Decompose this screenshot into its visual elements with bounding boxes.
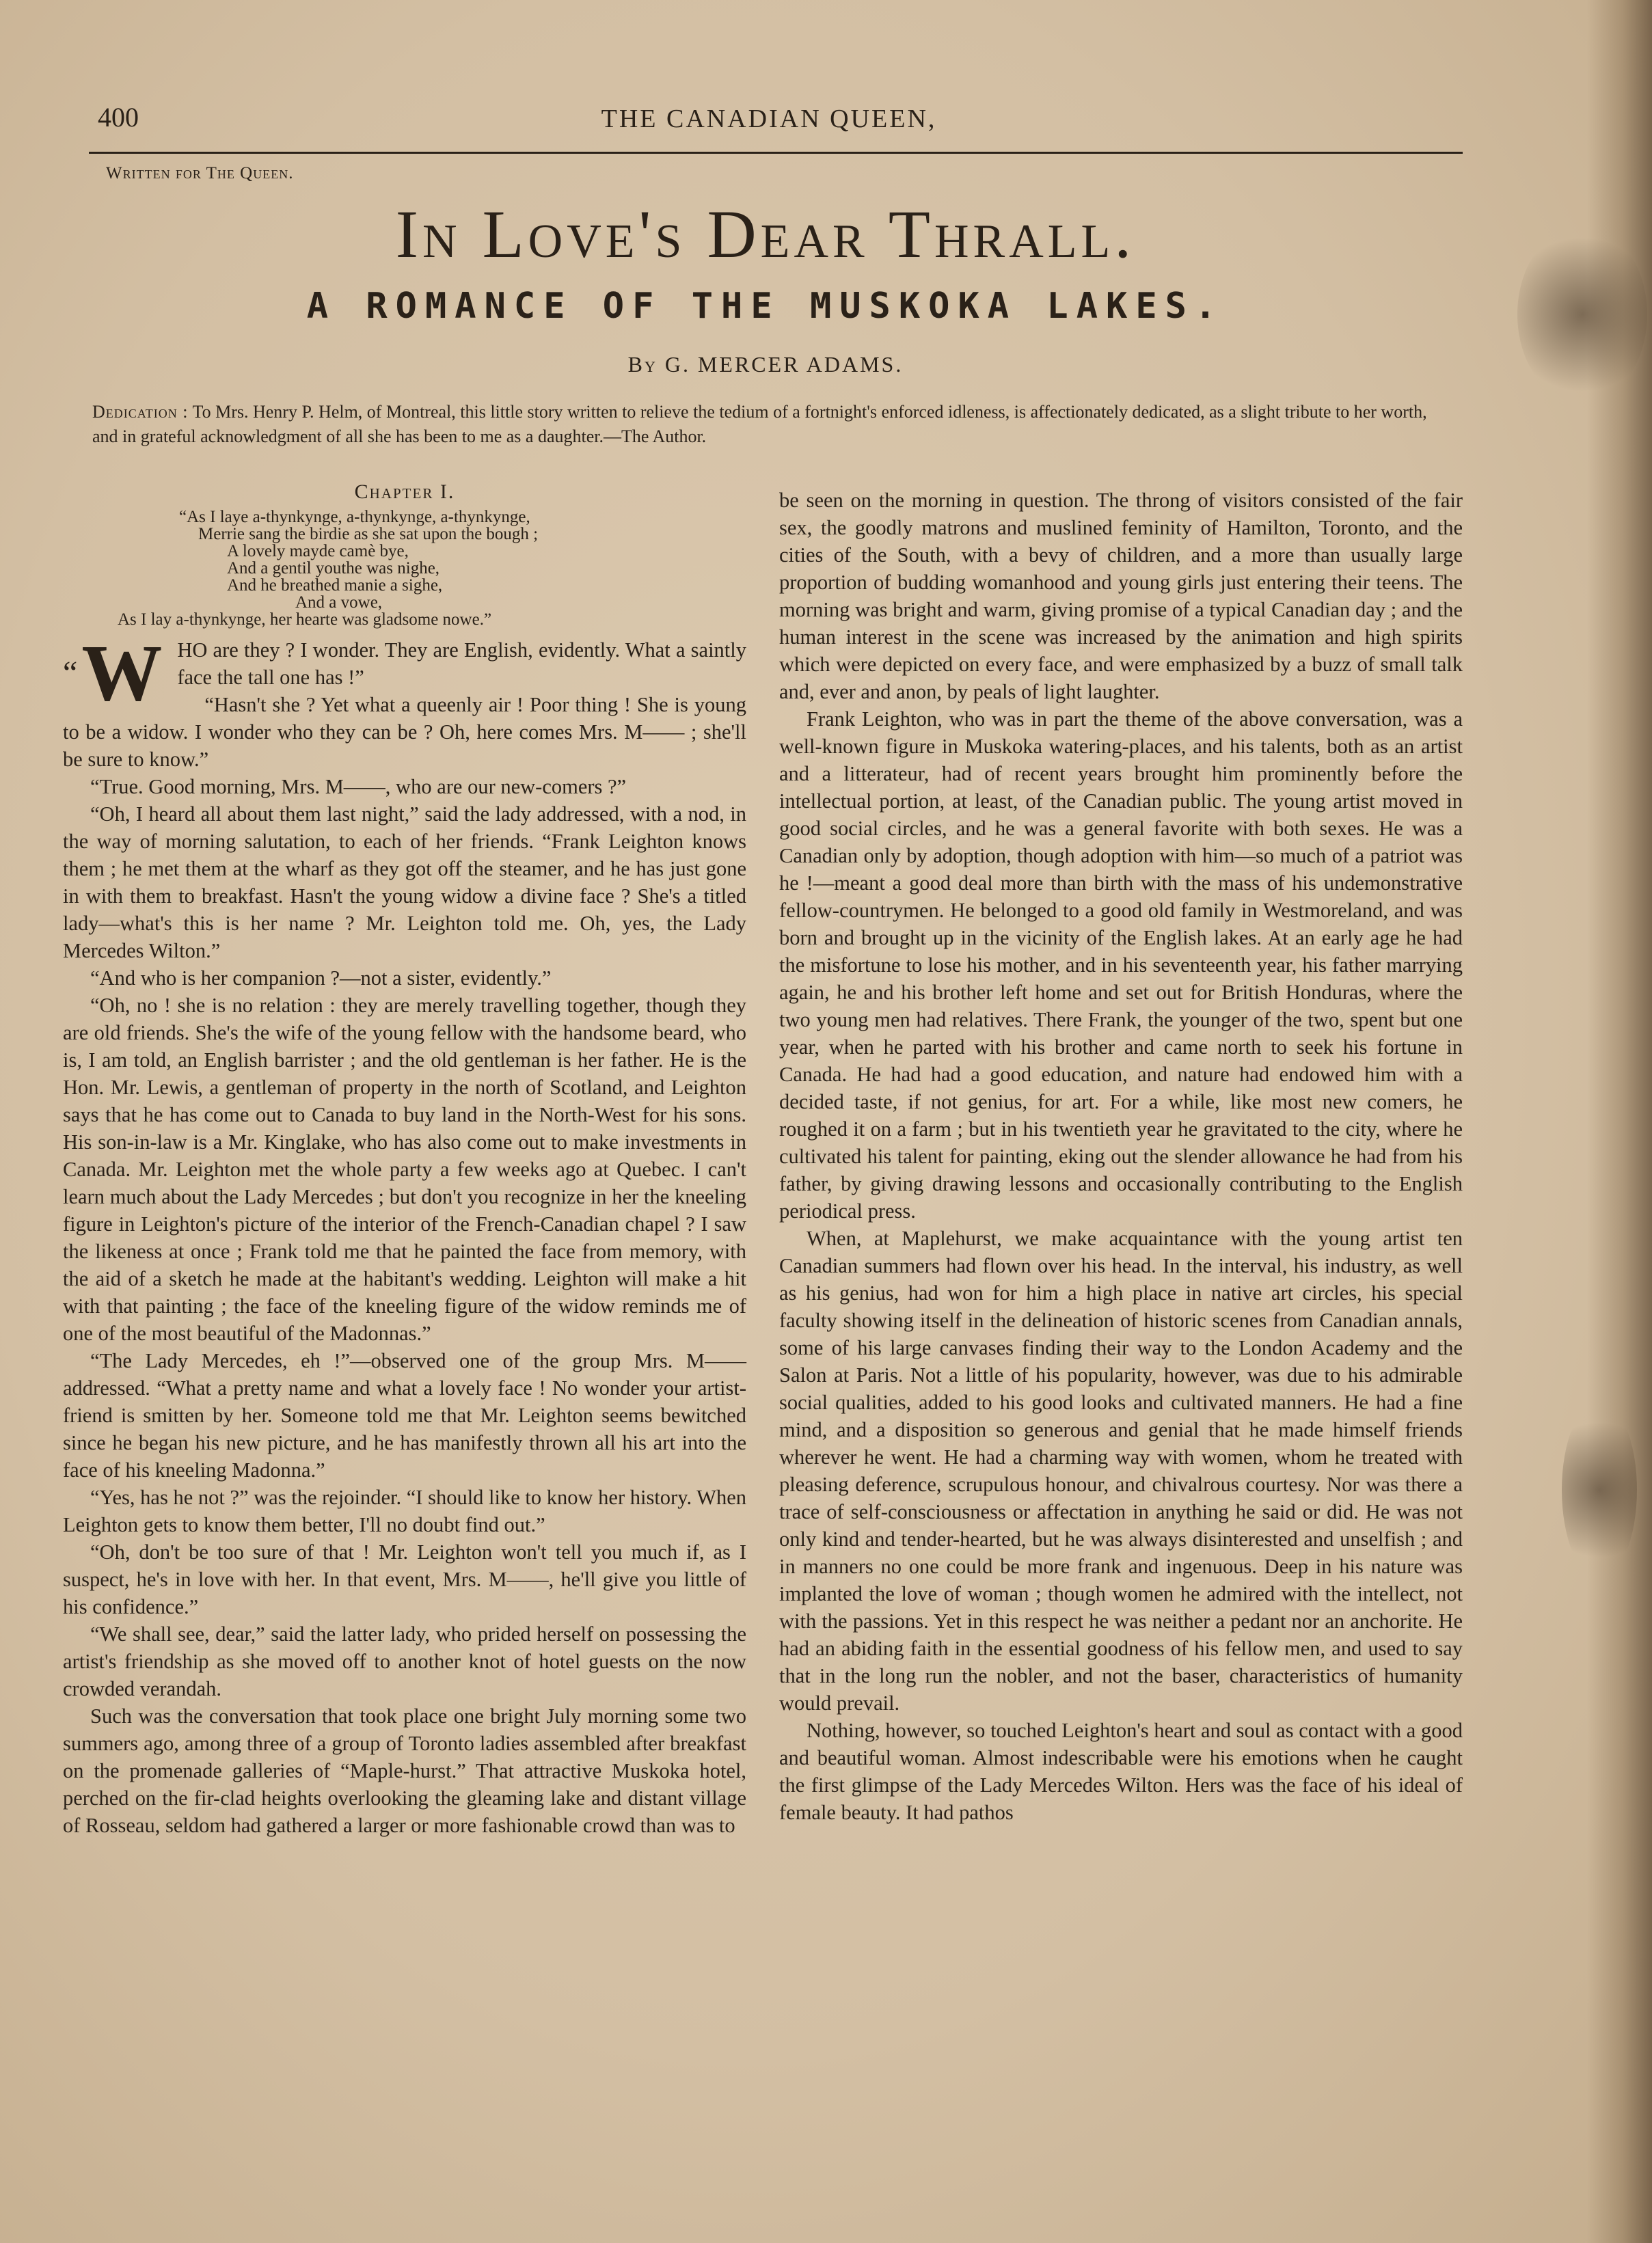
paragraph: “True. Good morning, Mrs. M——, who are our new-comers ?” bbox=[90, 775, 627, 798]
paragraph: “Hasn't she ? Yet what a queenly air ! Poor thing ! She is young to be a widow. I wonder who they can be ? Oh, here comes Mrs. M—— ; she'll be sure to know.” bbox=[63, 693, 746, 771]
paragraph: “Oh, don't be too sure of that ! Mr. Leighton won't tell you much if, as I suspect, he's in love with her. In that event, Mrs. M——, he'll give you little of his confidence.” bbox=[63, 1540, 746, 1618]
dedication bbox=[92, 400, 1452, 449]
paragraph: “We shall see, dear,” said the latter lady, who prided herself on possessing the artist's friendship as she moved off to another knot of hotel guests on the now crowded verandah. bbox=[63, 1622, 746, 1700]
chapter-heading: Chapter I. bbox=[354, 480, 455, 503]
paragraph: “W HO are they ? I wonder. They are English, evidently. What a saintly face the tall one has !” bbox=[63, 628, 746, 718]
paragraph: When, at Maplehurst, we make acquaintance with the young artist ten Canadian summers had flown over his head. In the interval, his industry, as well as his genius, had won for him a high place in native art circles, his special faculty showing itself in the delineation of historic scenes from Canadian annals, some of his large canvases finding their way to the London Academy and the Salon at Paris. Not a little of his popularity, however, was due to his admirable social qualities, added to his good looks and cultivated manners. He had a fine mind, and a disposition so generous and genial that he made himself friends wherever he went. He had a charming way with women, whom he treated with pleasing deference, scrupulous honour, and chivalrous courtesy. Nor was there a trace of self-consciousness or affectation in anything he said or did. He was not only kind and tender-hearted, but he was always disinterested and unselfish ; and in manners no one could be more frank and ingenuous. Deep in his nature was implanted the love of woman ; though women he admired with the intellect, not with the passions. Yet in this respect he was neither a pedant nor an anchorite. He had an abiding faith in the essential goodness of his fellow men, and used to say that in the long run the nobler, and not the baser, characteristics of humanity would prevail. bbox=[779, 1227, 1463, 1715]
page-header bbox=[85, 96, 1452, 144]
dedication-label: Dedication : bbox=[92, 402, 189, 422]
paragraph: “Oh, no ! she is no relation : they are merely travelling together, though they are old friends. She's the wife of the young fellow with the handsome beard, who is, I am told, an English barrister ; and the old gentleman is her father. He is the Hon. Mr. Lewis, a gentleman of property in the north of Scotland, and Leighton says that he has come out to Canada to buy land in the North-West for his sons. His son-in-law is a Mr. Kinglake, who has also come out to make investments in Canada. Mr. Leighton met the whole party a few weeks ago at Quebec. I can't learn much about the Lady Mercedes ; but don't you recognize in her the kneeling figure in Leighton's picture of the interior of the French-Canadian chapel ? I saw the likeness at once ; Frank told me that he painted the face from memory, with the aid of a sketch he made at the habitant's wedding. Leighton will make a hit with that painting ; the face of the kneeling figure of the widow reminds me of one of the most beautiful of the Madonnas.” bbox=[63, 994, 746, 1345]
right-column bbox=[779, 487, 1463, 1826]
running-head: THE CANADIAN QUEEN, bbox=[601, 105, 937, 133]
drop-cap: “W bbox=[63, 628, 163, 718]
paragraph: “The Lady Mercedes, eh !”—observed one of the group Mrs. M——addressed. “What a pretty name and what a lovely face ! No wonder your artist-friend is smitten by her. Someone told me that Mr. Leighton seems bewitched since he began his new picture, and he has manifestly thrown all his art into the face of his kneeling Madonna.” bbox=[63, 1349, 746, 1482]
paragraph: be seen on the morning in question. The throng of visitors consisted of the fair sex, the goodly matrons and muslined feminity of Hamilton, Toronto, and the cities of the South, with a bevy of children, and a more than usually large proportion of budding womanhood and young girls just entering their teens. The morning was bright and warm, giving promise of a typical Canadian day ; and the human interest in the scene was increased by the animation and high spirits which were depicted on every face, and were emphasized by a buzz of small talk and, ever and anon, by peals of light laughter. bbox=[779, 489, 1463, 703]
byline: By G. MERCER ADAMS. bbox=[627, 352, 904, 377]
story-subtitle: A ROMANCE OF THE MUSKOKA LAKES. bbox=[306, 286, 1225, 327]
written-for-note: Written for The Queen. bbox=[106, 164, 294, 182]
stain-mark bbox=[1517, 226, 1647, 403]
verse-line: As I lay a-thynkynge, her hearte was gladsome nowe.” bbox=[118, 610, 492, 629]
paragraph: “Oh, I heard all about them last night,” said the lady addressed, with a nod, in the way of morning salutation, to each of her friends. “Frank Leighton knows them ; he met them at the wharf as they got off the steamer, and he has just gone in with them to breakfast. Hasn't the young widow a divine face ? She's a titled lady—what's this is her name ? Mr. Leighton told me. Oh, yes, the Lady Mercedes Wilton.” bbox=[63, 802, 746, 962]
paragraph: “And who is her companion ?—not a sister, evidently.” bbox=[90, 966, 552, 990]
verse-line: A lovely mayde camè bye, bbox=[227, 542, 409, 560]
story-title: In Love's Dear Thrall. bbox=[395, 196, 1136, 272]
paragraph: “Yes, has he not ?” was the rejoinder. “I should like to know her history. When Leighton gets to know them better, I'll no doubt find out.” bbox=[63, 1486, 746, 1536]
epigraph-verse bbox=[118, 508, 746, 629]
page-number: 400 bbox=[98, 102, 139, 133]
paragraph: Nothing, however, so touched Leighton's heart and soul as contact with a good and beautiful woman. Almost indescribable were his emotions when he caught the first glimpse of the Lady Mercedes Wilton. Hers was the face of his ideal of female beauty. It had pathos bbox=[779, 1719, 1463, 1824]
verse-line: And he breathed manie a sighe, bbox=[227, 576, 443, 595]
verse-line: “As I laye a-thynkynge, a-thynkynge, a-thynkynge, bbox=[179, 508, 530, 526]
paragraph: Such was the conversation that took place one bright July morning some two summers ago, among three of a group of Toronto ladies assembled after breakfast on the promenade galleries of “Maple-hurst.” That attractive Muskoka hotel, perched on the fir-clad heights overlooking the gleaming lake and distant village of Rosseau, seldom had gathered a larger or more fashionable crowd than was to bbox=[63, 1704, 746, 1837]
verse-line: Merrie sang the birdie as she sat upon the bough ; bbox=[198, 525, 539, 543]
paragraph: Frank Leighton, who was in part the theme of the above conversation, was a well-known figure in Muskoka watering-places, and his talents, both as an artist and a litterateur, had of recent years brought him prominently before the intellectual portion, at least, of the Canadian public. The young artist moved in good social circles, and he was a general favorite with both sexes. He was a Canadian only by adoption, though adoption with him—so much of a patriot was he !—meant a good deal more than birth with the mass of his undemonstrative fellow-countrymen. He belonged to a good old family in Westmoreland, and was born and brought up in the vicinity of the English lakes. At an early age he had the misfortune to lose his mother, and in his seventeenth year, his father marrying again, he and his brother left home and set out for British Honduras, where the two young men had relatives. There Frank, the younger of the two, spent but one year, when he parted with his brother and came north to seek his fortune in Canada. He had had a good education, and nature had endowed him with a decided taste, if not genius, for art. For a while, like most new comers, he roughed it on a farm ; but in his twentieth year he gravitated to the city, where he cultivated his talent for painting, eking out the slender allowance he had from his father, by giving drawing lessons and occasionally contributing to the English periodical press. bbox=[779, 707, 1463, 1223]
verse-line: And a vowe, bbox=[295, 593, 383, 612]
verse-line: And a gentil youthe was nighe, bbox=[227, 559, 440, 577]
header-rule bbox=[89, 152, 1463, 154]
dedication-text: To Mrs. Henry P. Helm, of Montreal, this little story written to relieve the tedium of a fortnight's enforced idleness, is affectionately dedicated, as a slight tribute to her worth, and in grateful acknowledgment of all she has been to me as a daughter.—The Author. bbox=[92, 402, 1427, 446]
left-column bbox=[63, 478, 746, 1839]
stain-mark bbox=[1562, 1401, 1637, 1579]
